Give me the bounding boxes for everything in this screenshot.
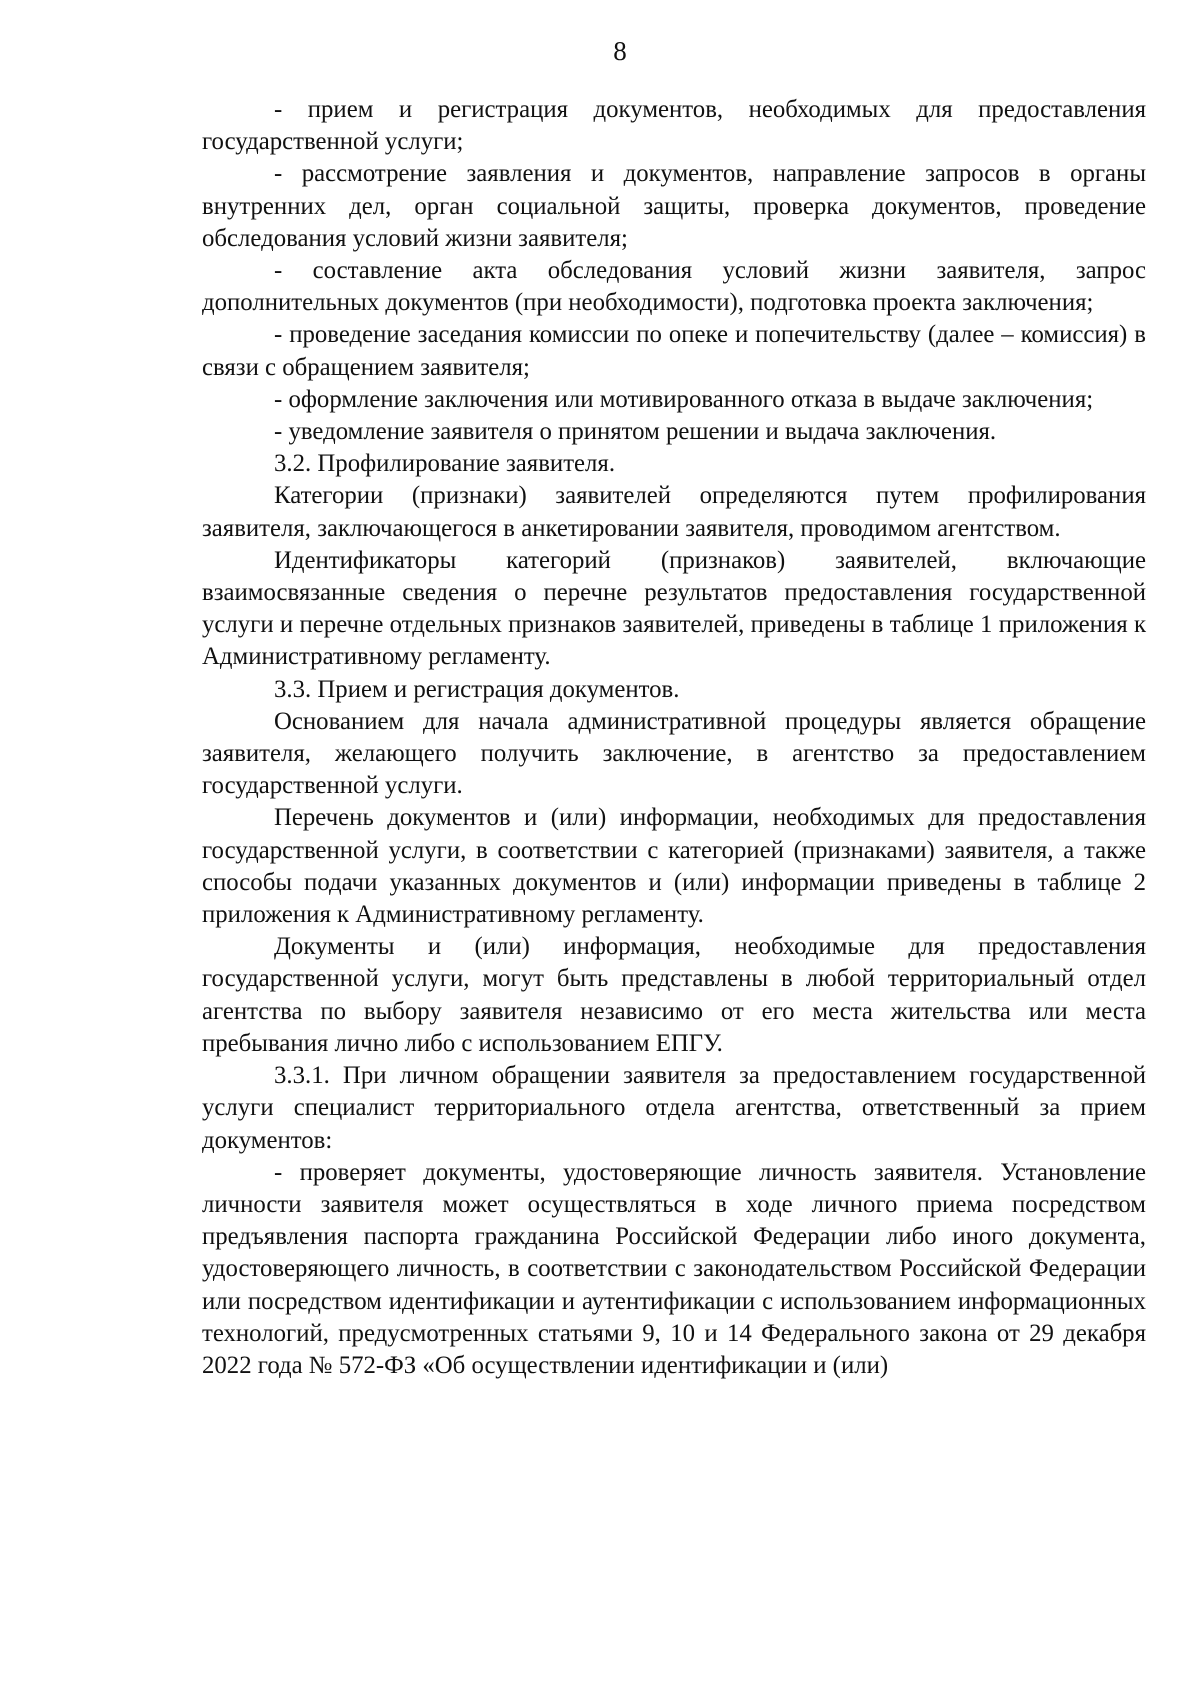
section-heading-3-2: 3.2. Профилирование заявителя. [274, 450, 616, 478]
paragraph-identifiers: Идентификаторы категорий (признаков) заявителей, включающие взаимосвязанные сведения о перечне результатов предоставления государственной услуги и перечне отдельных признаков заявителей, приведены в таблице 1 приложения к Административному регламенту. [202, 546, 1146, 671]
page-number: 8 [613, 36, 627, 66]
paragraph-grounds: Основанием для начала административной процедуры является обращение заявителя, желающего получить заключение, в агентство за предоставлением государственной услуги. [202, 707, 1146, 800]
list-item-identity-check: - проверяет документы, удостоверяющие личность заявителя. Установление личности заявителя может осуществляться в ходе личного приема посредством предъявления паспорта гражданина Российской Федерации либо иного документа, удостоверяющего личность, в соответствии с законодательством Российской Федерации или посредством идентификации и аутентификации с использованием информационных технологий, предусмотренных статьями 9, 10 и 14 Федерального закона от 29 декабря 2022 года № 572-ФЗ «Об осуществлении идентификации и (или) [202, 1158, 1146, 1379]
list-item-notify-applicant: - уведомление заявителя о принятом решении и выдача заключения. [274, 418, 997, 446]
list-item-review-documents: - рассмотрение заявления и документов, направление запросов в органы внутренних дел, орган социальной защиты, проверка документов, проведение обследования условий жизни заявителя; [202, 160, 1146, 252]
section-heading-3-3-1: 3.3.1. При личном обращении заявителя за предоставлением государственной услуги специалист территориального отдела агентства, ответственный за прием документов: [202, 1062, 1146, 1154]
paragraph-submission: Документы и (или) информация, необходимые для предоставления государственной услуги, могут быть представлены в любой территориальный отдел агентства по выбору заявителя независимо от его места жительства или места пребывания лично либо с использованием ЕПГУ. [202, 933, 1146, 1057]
section-heading-3-3: 3.3. Прием и регистрация документов. [274, 675, 680, 703]
list-item-inspection-act: - составление акта обследования условий жизни заявителя, запрос дополнительных документов (при необходимости), подготовка проекта заключения; [202, 257, 1146, 317]
list-item-commission-meeting: - проведение заседания комиссии по опеке и попечительству (далее – комиссия) в связи с обращением заявителя; [202, 321, 1146, 381]
list-item-issue-conclusion: - оформление заключения или мотивированного отказа в выдаче заключения; [274, 385, 1094, 413]
paragraph-categories: Категории (признаки) заявителей определяются путем профилирования заявителя, заключающегося в анкетировании заявителя, проводимом агентством. [202, 482, 1146, 542]
paragraph-document-list: Перечень документов и (или) информации, необходимых для предоставления государственной услуги, в соответствии с категорией (признаками) заявителя, а также способы подачи указанных документов и (или) информации приведены в таблице 2 приложения к Административному регламенту. [202, 804, 1146, 929]
page-body [202, 94, 1146, 1382]
list-item-document-intake: - прием и регистрация документов, необходимых для предоставления государственной услуги; [202, 96, 1146, 156]
